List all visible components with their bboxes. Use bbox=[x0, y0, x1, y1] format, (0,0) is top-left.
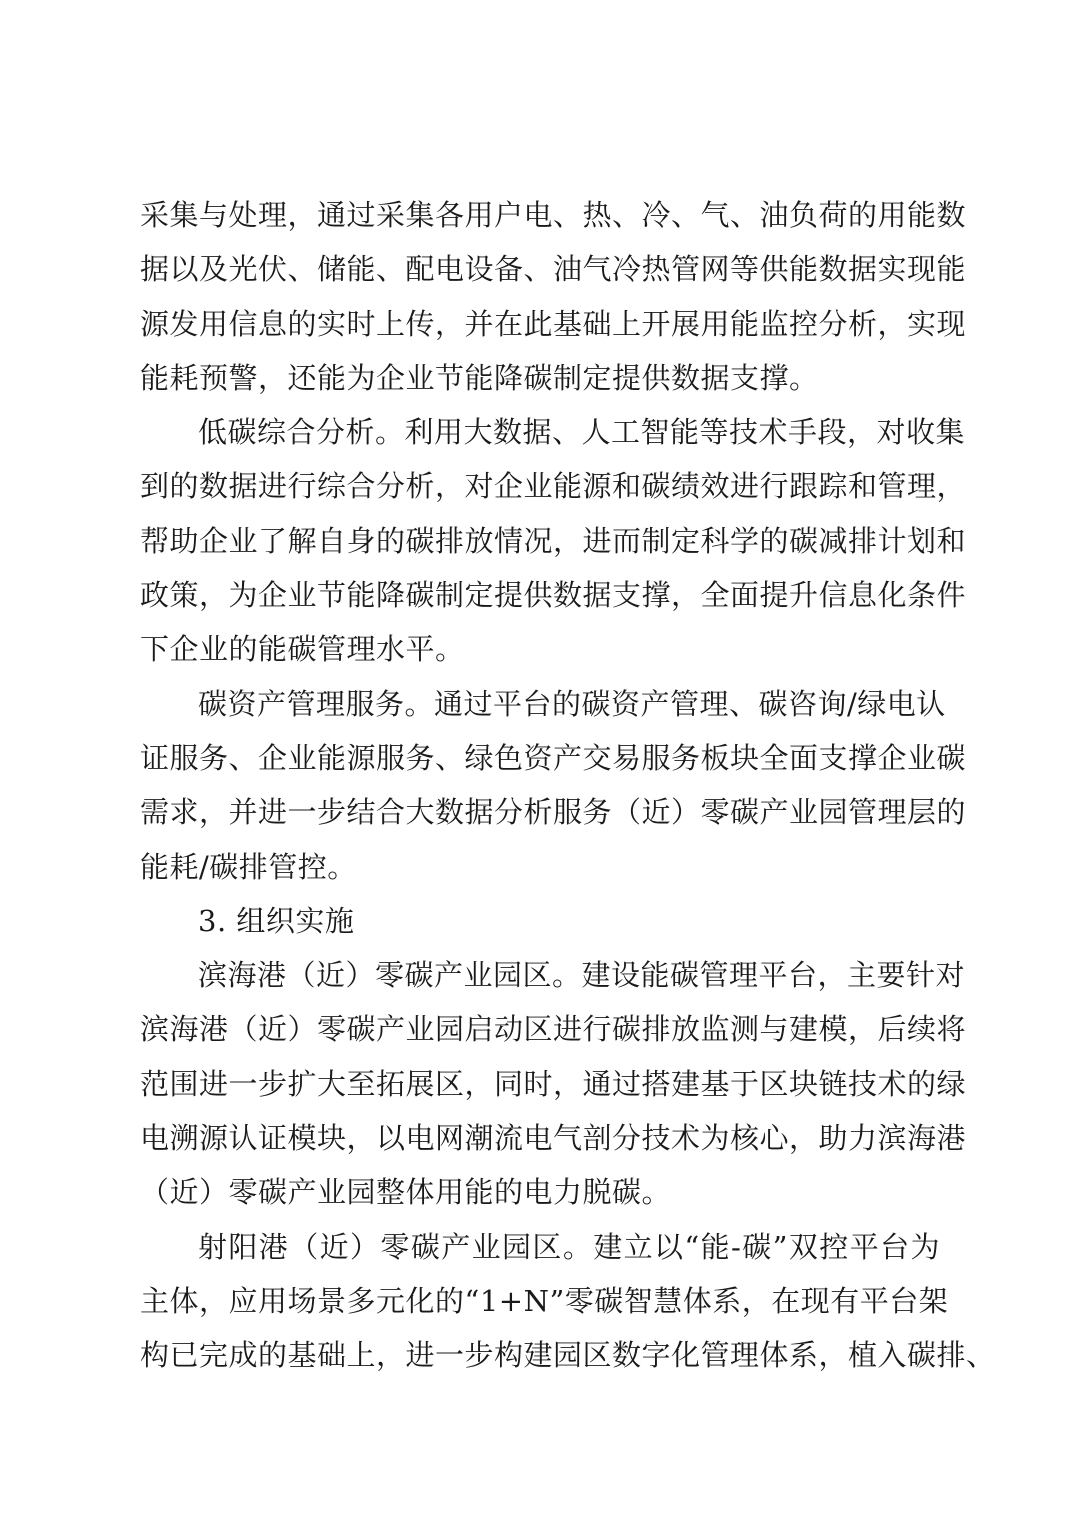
document-body bbox=[140, 188, 996, 1383]
text-line: （近）零碳产业园整体用能的电力脱碳。 bbox=[140, 1175, 672, 1210]
text-line: 帮助企业了解自身的碳排放情况，进而制定科学的碳减排计划和 bbox=[140, 523, 967, 558]
text-line: 政策，为企业节能降碳制定提供数据支撑，全面提升信息化条件 bbox=[140, 578, 967, 613]
text-line: 射阳港（近）零碳产业园区。建立以“能-碳”双控平台为 bbox=[198, 1229, 940, 1264]
text-line: 需求，并进一步结合大数据分析服务（近）零碳产业园管理层的 bbox=[140, 795, 967, 830]
text-line: 滨海港（近）零碳产业园启动区进行碳排放监测与建模，后续将 bbox=[140, 1012, 967, 1047]
text-line: 滨海港（近）零碳产业园区。建设能碳管理平台，主要针对 bbox=[198, 958, 966, 993]
text-line: 据以及光伏、储能、配电设备、油气冷热管网等供能数据实现能 bbox=[140, 252, 967, 287]
text-line: 能耗/碳排管控。 bbox=[140, 849, 357, 884]
text-line: 到的数据进行综合分析，对企业能源和碳绩效进行跟踪和管理， bbox=[140, 469, 967, 504]
text-line: 主体，应用场景多元化的“1+N”零碳智慧体系，在现有平台架 bbox=[140, 1283, 949, 1318]
text-line: 低碳综合分析。利用大数据、人工智能等技术手段，对收集 bbox=[198, 415, 966, 450]
section-heading: 3. 组织实施 bbox=[198, 903, 355, 938]
text-line: 电溯源认证模块，以电网潮流电气剖分技术为核心，助力滨海港 bbox=[140, 1121, 967, 1156]
text-line: 能耗预警，还能为企业节能降碳制定提供数据支撑。 bbox=[140, 360, 819, 395]
text-line: 碳资产管理服务。通过平台的碳资产管理、碳咨询/绿电认 bbox=[198, 686, 946, 721]
text-line: 构已完成的基础上，进一步构建园区数字化管理体系，植入碳排、 bbox=[140, 1338, 996, 1373]
text-line: 证服务、企业能源服务、绿色资产交易服务板块全面支撑企业碳 bbox=[140, 740, 967, 775]
text-line: 采集与处理，通过采集各用户电、热、冷、气、油负荷的用能数 bbox=[140, 198, 967, 232]
text-line: 下企业的能碳管理水平。 bbox=[140, 632, 465, 667]
text-line: 源发用信息的实时上传，并在此基础上开展用能监控分析，实现 bbox=[140, 306, 967, 341]
text-line: 范围进一步扩大至拓展区，同时，通过搭建基于区块链技术的绿 bbox=[140, 1066, 967, 1101]
